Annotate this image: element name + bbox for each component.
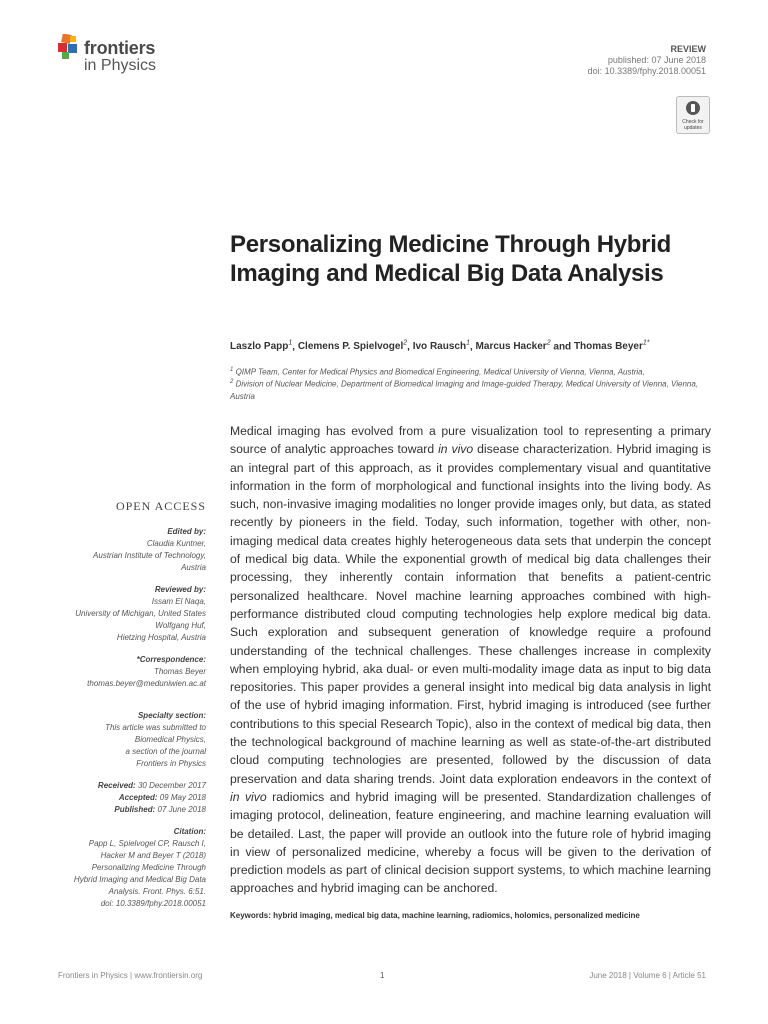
author[interactable]: Clemens P. Spielvogel$^2$ (297, 340, 408, 353)
reviewed-by-label: Reviewed by: (154, 585, 206, 594)
reviewer-line: University of Michigan, United States (75, 609, 206, 618)
specialty-line: Frontiers in Physics (136, 759, 206, 768)
frontiers-logo-icon (58, 34, 82, 60)
citation-line: Personalizing Medicine Through (91, 863, 206, 872)
check-updates-label: Check for updates (682, 119, 704, 131)
author-list: Laszlo Papp$^1$, Clemens P. Spielvogel$^2$, Ivo Rausch$^1$, Marcus Hacker$^2$ and Thomas Beyer$^{1*}$ (230, 340, 650, 353)
editor-line: Claudia Kuntner, (146, 539, 206, 548)
citation-label: Citation: (173, 827, 206, 836)
specialty-section-label: Specialty section: (137, 711, 206, 720)
open-access-label: OPEN ACCESS (115, 499, 206, 513)
page-number: 1 (380, 971, 385, 980)
footer-journal-link[interactable]: Frontiers in Physics | www.frontiersin.org (58, 971, 203, 980)
keywords: Keywords: hybrid imaging, medical big data, machine learning, radiomics, holomics, personalized medicine (230, 911, 640, 920)
citation-line: Hacker M and Beyer T (2018) (100, 851, 206, 860)
citation-line: Analysis. Front. Phys. 6:51. (108, 887, 206, 896)
accepted-date: Accepted: 09 May 2018 (118, 793, 206, 802)
correspondence-name: Thomas Beyer (153, 667, 206, 676)
footer-issue-info: June 2018 | Volume 6 | Article 51 (589, 971, 706, 980)
editor-line: Austria (181, 563, 206, 572)
specialty-line: Biomedical Physics, (134, 735, 206, 744)
reviewer-line: Issam El Naqa, (151, 597, 206, 606)
edited-by-label: Edited by: (167, 527, 206, 536)
specialty-line: This article was submitted to (105, 723, 206, 732)
citation-line: Hybrid Imaging and Medical Big Data (73, 875, 206, 884)
article-type: REVIEW (670, 44, 706, 54)
reviewer-line: Wolfgang Huf, (155, 621, 206, 630)
published-date-sidebar: Published: 07 June 2018 (114, 805, 206, 814)
citation-line: Papp L, Spielvogel CP, Rausch I, (88, 839, 206, 848)
affiliation: $^2$ Division of Nuclear Medicine, Department of Biomedical Imaging and Image-guided Therapy, Medical University of Vienna, Vienna, Austria (230, 379, 699, 401)
doi-link[interactable]: doi: 10.3389/fphy.2018.00051 (587, 66, 706, 76)
author[interactable]: Marcus Hacker$^2$ (475, 340, 551, 353)
correspondence-email[interactable]: thomas.beyer@meduniwien.ac.at (87, 679, 206, 688)
citation-line[interactable]: doi: 10.3389/fphy.2018.00051 (100, 899, 206, 908)
article-meta (588, 44, 706, 77)
article-info-sidebar (58, 500, 206, 920)
article-title: Personalizing Medicine Through Hybrid Imaging and Medical Big Data Analysis (230, 231, 671, 287)
logo-text-frontiers: frontiers (84, 38, 156, 58)
crossmark-icon (686, 101, 700, 115)
correspondence-label: *Correspondence: (136, 655, 206, 664)
author[interactable]: Laszlo Papp$^1$ (230, 340, 293, 353)
reviewer-line: Hietzing Hospital, Austria (116, 633, 206, 642)
logo-text-journal: in Physics (84, 57, 157, 74)
published-date: published: 07 June 2018 (607, 55, 706, 65)
author[interactable]: Thomas Beyer$^{1*}$ (573, 340, 650, 353)
affiliation: $^1$ QIMP Team, Center for Medical Physics and Biomedical Engineering, Medical University of Vienna, Vienna, Austria, (230, 367, 645, 377)
author[interactable]: Ivo Rausch$^1$ (412, 340, 470, 353)
specialty-line: a section of the journal (125, 747, 206, 756)
editor-line: Austrian Institute of Technology, (93, 551, 206, 560)
received-date: Received: 30 December 2017 (97, 781, 206, 790)
abstract-text: Medical imaging has evolved from a pure visualization tool to representing a primary source of analytic approaches toward in vivo disease characterization. Hybrid imaging is an integral part of this approach, as it provides complementary visual and quantitative information in the form of morphological and functional insights into the living body. As such, non-invasive imaging modalities no longer provide images only, but data, as stated recently by pioneers in the field. Today, such information, together with other, non-imaging medical data creates highly heterogeneous data sets that underpin the concept of medical big data. While the exponential growth of medical big data challenges their processing, they inherently contain information that benefits a patient-centric personalized healthcare. Novel machine learning approaches combined with high-performance distributed cloud computing technologies help explore medical big data. Such exploration and subsequent generation of knowledge require a profound understanding of the technical challenges. These challenges increase in complexity when employing hybrid, aka dual- or even multi-modality image data as input to big data repositories. This paper provides a general insight into medical big data analysis in light of the use of hybrid imaging information. First, hybrid imaging is introduced (see further contributions to this special Research Topic), also in the context of medical big data, then the technological background of machine learning as well as state-of-the-art distributed cloud computing technologies are presented, followed by the discussion of data preservation and data sharing trends. Joint data exploration endeavors in the context of in vivo radiomics and hybrid imaging will be presented. Standardization challenges of imaging protocol, delineation, feature engineering, and machine learning evaluation will be detailed. Last, the paper will provide an outlook into the future role of hybrid imaging in view of personalized medicine, whereby a focus will be given to the derivation of prediction models as part of clinical decision support systems, to which machine learning approaches and hybrid imaging can be anchored. (230, 424, 712, 896)
check-for-updates-badge[interactable] (676, 96, 710, 134)
journal-logo (58, 34, 188, 80)
